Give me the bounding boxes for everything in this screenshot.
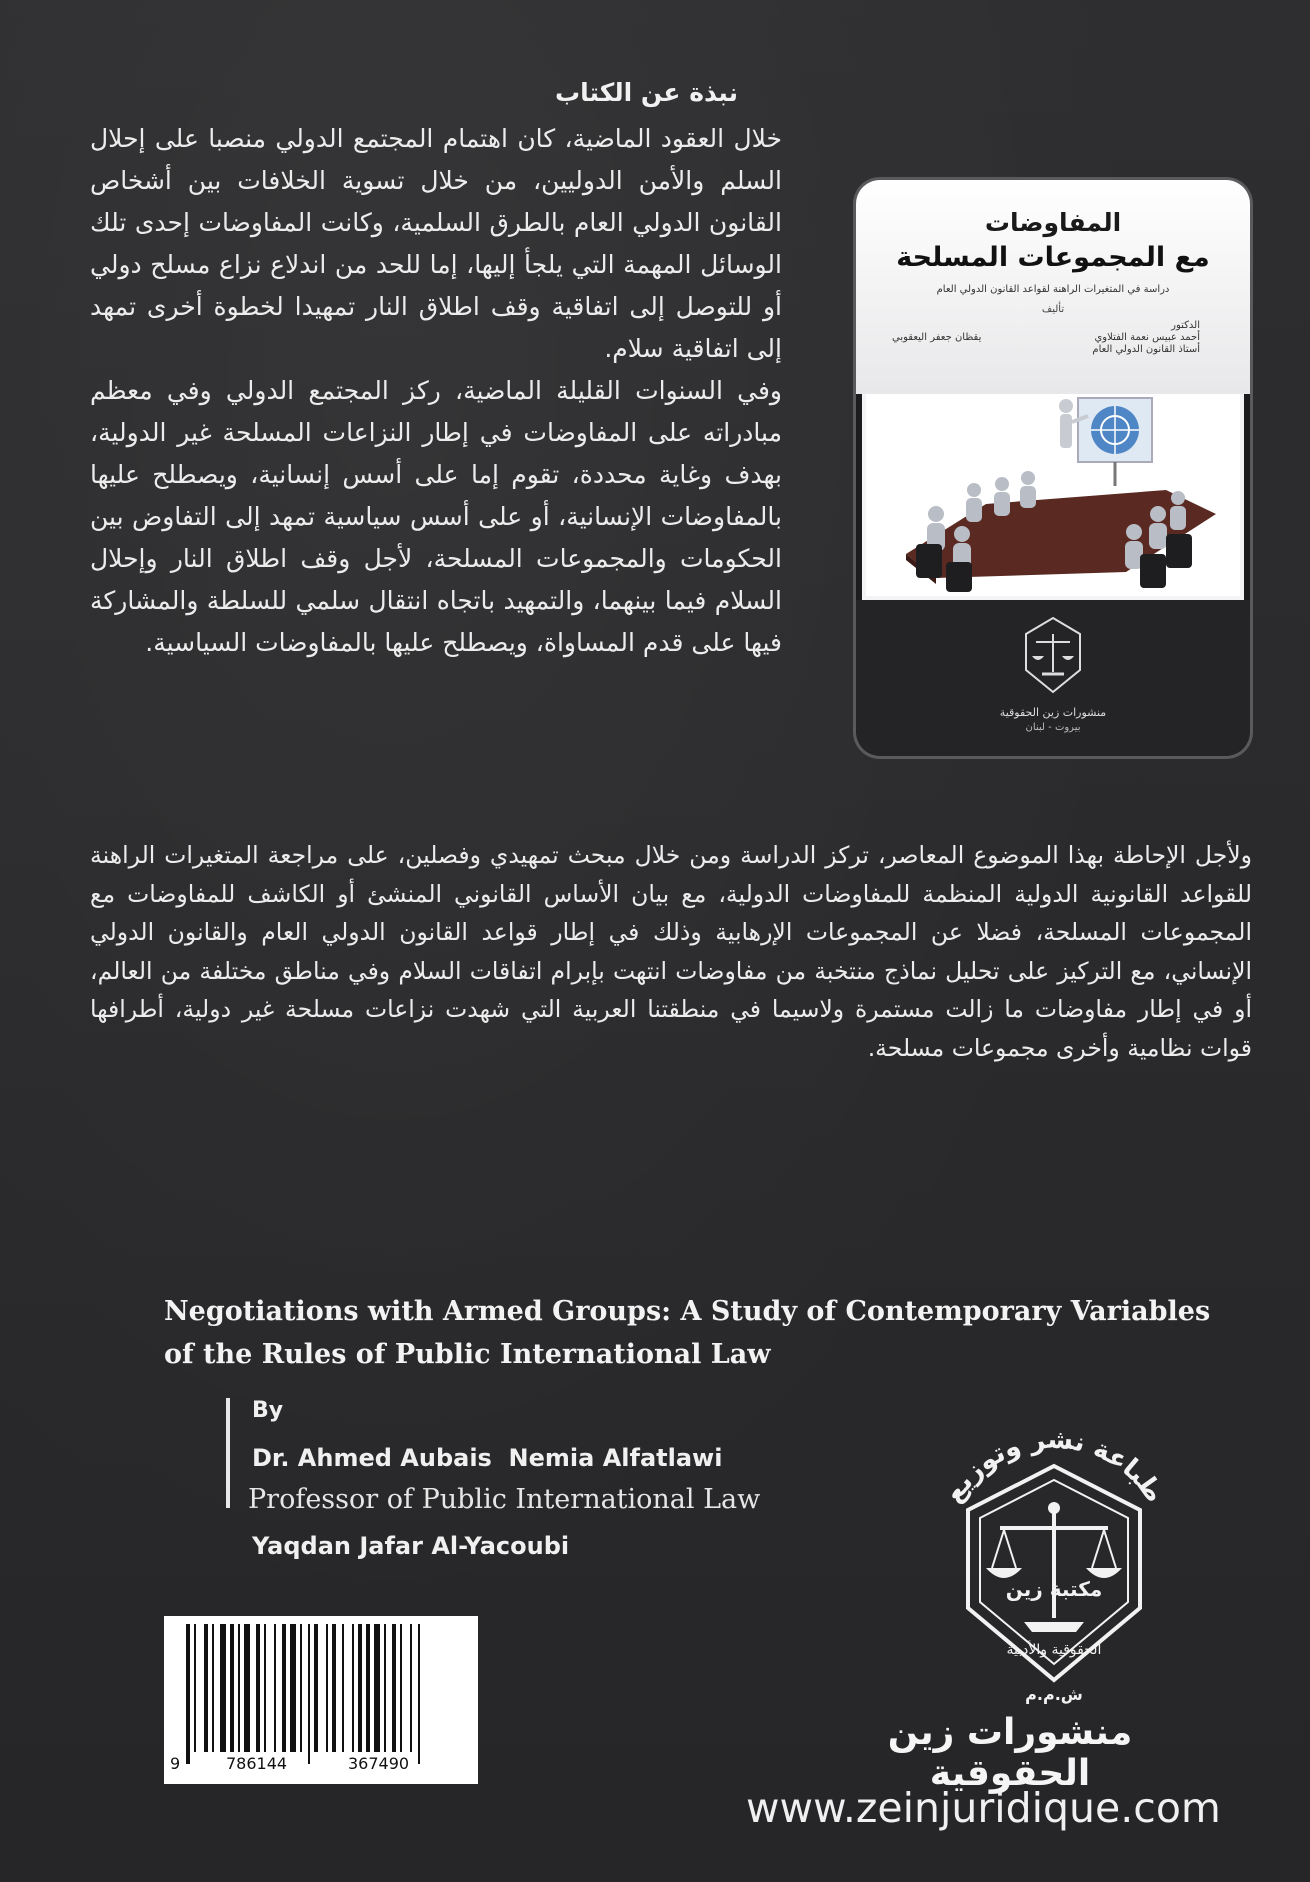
thumbnail-author1-prefix: الدكتور [1171, 320, 1200, 331]
author-divider-bar [226, 1398, 230, 1508]
publisher-seal-logo [904, 1418, 1204, 1708]
seal-arc-text: طباعة نشر وتوزيع [938, 1424, 1170, 1509]
barcode-bar [300, 1624, 302, 1752]
barcode-group-2: 367490 [348, 1754, 410, 1773]
publisher-name: منشورات زين الحقوقية [887, 1712, 1133, 1794]
barcode-bar [314, 1624, 318, 1752]
barcode-bar [352, 1624, 354, 1752]
barcode-bar [186, 1624, 190, 1764]
english-author2: Yaqdan Jafar Al-Yacoubi [252, 1532, 570, 1560]
barcode-bars [164, 1616, 478, 1784]
thumbnail-author1-role: أستاذ القانون الدولي العام [1092, 344, 1200, 355]
barcode-bar [392, 1624, 396, 1752]
about-text-upper [90, 118, 782, 664]
barcode-bar [358, 1624, 362, 1752]
barcode-bar [290, 1624, 296, 1752]
publisher-website: www.zeinjuridique.com [746, 1784, 1221, 1832]
about-text-lower [90, 836, 1252, 1067]
about-paragraph-3: ولأجل الإحاطة بهذا الموضوع المعاصر، تركز الدراسة ومن خلال مبحث تمهيدي وفصلين، على مراجعة المتغيرات الراهنة للقواعد القانونية الدولية المنظمة للمفاوضات الدولية، مع بيان الأساس القانوني المنشئ أو الكاشف للمفاوضات مع المجموعات المسلحة، فضلا عن المجموعات الإرهابية وذلك في إطار قواعد القانون الدولي العام والقانون الدولي الإنساني، مع التركيز على تحليل نماذج منتخبة من مفاوضات انتهت بإبرام اتفاقات السلام وفي مناطق مختلفة من العالم، أو في إطار مفاوضات ما زالت مستمرة ولاسيما في منطقتنا العربية التي شهدت نزاعات مسلحة غير دولية، أطرافها قوات نظامية وأخرى مجموعات مسلحة. [90, 841, 1252, 1062]
isbn-barcode [164, 1616, 478, 1784]
barcode-bar [374, 1624, 380, 1752]
barcode-bar [238, 1624, 240, 1752]
about-paragraph-2: وفي السنوات القليلة الماضية، ركز المجتمع الدولي وفي معظم مبادراته على المفاوضات في إطار النزاعات المسلحة غير الدولية، بهدف وغاية محددة، تقوم إما على أسس إنسانية، ويصطلح عليها بالمفاوضات الإنسانية، أو على أسس سياسية تمهد إلى التفاوض بين الحكومات والمجموعات المسلحة، لأجل وقف اطلاق النار وإحلال السلام فيما بينهما، والتمهيد باتجاه انتقال سلمي للسلطة والمشاركة فيها على قدم المساواة، ويصطلح عليها بالمفاوضات السياسية. [90, 376, 782, 657]
thumbnail-title-line2: مع المجموعات المسلحة [896, 242, 1210, 273]
thumbnail-title-line1: المفاوضات [984, 208, 1122, 237]
barcode-bar [212, 1624, 214, 1752]
barcode-bar [264, 1624, 266, 1752]
barcode-bar [244, 1624, 250, 1752]
barcode-bar [366, 1624, 370, 1752]
about-heading: نبذة عن الكتاب [555, 78, 738, 107]
thumbnail-author1 [1092, 320, 1200, 356]
front-cover-thumbnail [856, 180, 1250, 756]
negotiation-table-illustration [866, 394, 1240, 596]
english-author1-role: Professor of Public International Law [248, 1484, 761, 1515]
thumbnail-publisher-city: بيروت - لبنان [1025, 722, 1081, 733]
thumbnail-subtitle: دراسة في المتغيرات الراهنة لقواعد القانون الدولي العام [936, 284, 1170, 295]
barcode-bar [256, 1624, 260, 1752]
thumbnail-author2: يقظان جعفر اليعقوبي [892, 332, 982, 343]
barcode-bar [194, 1624, 196, 1752]
barcode-bar [400, 1624, 402, 1752]
barcode-group-1: 786144 [226, 1754, 288, 1773]
english-author1: Dr. Ahmed Aubais Nemia Alfatlawi [252, 1444, 723, 1472]
thumbnail-author1-name: أحمد عبيس نعمة الفتلاوي [1094, 332, 1200, 343]
seal-code: ش.م.م [1025, 1685, 1083, 1704]
barcode-bar [342, 1624, 344, 1752]
seal-lower-text: الحقوقية والأدبية [1006, 1642, 1102, 1658]
english-title: Negotiations with Armed Groups: A Study of Contemporary Variables of the Rules of Public International Law [164, 1296, 1211, 1370]
barcode-bar [282, 1624, 286, 1752]
english-by-label: By [252, 1398, 284, 1423]
barcode-bar [230, 1624, 234, 1752]
barcode-bar [410, 1624, 412, 1752]
barcode-bar [204, 1624, 208, 1752]
thumbnail-publisher-name: منشورات زين الحقوقية [999, 706, 1107, 719]
thumbnail-authored-by: تأليف [1041, 304, 1065, 315]
barcode-prefix-digit: 9 [170, 1754, 181, 1773]
barcode-bar [274, 1624, 276, 1752]
about-paragraph-1: خلال العقود الماضية، كان اهتمام المجتمع الدولي منصبا على إحلال السلم والأمن الدوليين، من خلال تسوية الخلافات بين أشخاص القانون الدولي العام بالطرق السلمية، وكانت المفاوضات إحدى تلك الوسائل المهمة التي يلجأ إليها، إما للحد من اندلاع نزاع مسلح دولي أو للتوصل إلى اتفاقية وقف اطلاق النار تمهيدا لخطوة أخرى تمهد إلى اتفاقية سلام. [90, 124, 782, 363]
barcode-bar [326, 1624, 328, 1752]
barcode-bar [384, 1624, 386, 1752]
barcode-bar [308, 1624, 310, 1764]
barcode-bar [220, 1624, 226, 1752]
barcode-bar [332, 1624, 336, 1752]
thumbnail-publisher-logo [1018, 612, 1088, 702]
seal-center-text: مكتبة زين [1005, 1577, 1103, 1601]
barcode-bar [418, 1624, 420, 1764]
